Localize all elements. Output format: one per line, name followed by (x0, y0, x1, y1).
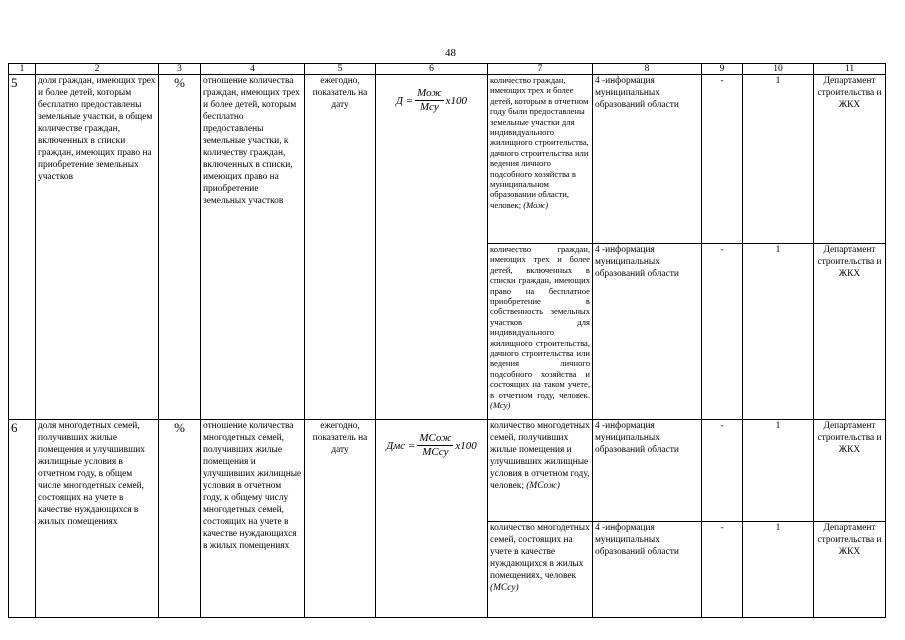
unit-cell: % (159, 420, 201, 618)
responsible-body: Департамент строительства и ЖКХ (814, 244, 886, 420)
col9-value: - (702, 420, 743, 522)
periodicity-cell: ежегодно, показатель на дату (305, 420, 376, 618)
col-header-2: 2 (36, 64, 159, 75)
col-header-1: 1 (9, 64, 36, 75)
data-source: 4 -информация муниципальных образований области (593, 420, 702, 522)
formula-fraction (417, 432, 453, 459)
col-header-5: 5 (305, 64, 376, 75)
formula-denominator: МСсу (422, 446, 449, 458)
col10-value: 1 (743, 420, 814, 522)
col-header-9: 9 (702, 64, 743, 75)
col-header-10: 10 (743, 64, 814, 75)
col10-value: 1 (743, 522, 814, 618)
col9-value: - (702, 244, 743, 420)
col-header-3: 3 (159, 64, 201, 75)
col9-value: - (702, 75, 743, 244)
periodicity-cell: ежегодно, показатель на дату (305, 75, 376, 420)
data-source: 4 -информация муниципальных образований области (593, 522, 702, 618)
unit-cell: % (159, 75, 201, 420)
responsible-body: Департамент строительства и ЖКХ (814, 75, 886, 244)
data-source: 4 -информация муниципальных образований области (593, 244, 702, 420)
formula-cell (376, 75, 488, 420)
col-header-7: 7 (488, 64, 593, 75)
formula-denominator: Мсу (420, 101, 439, 113)
variable-description: количество граждан, имеющих трех и более детей, которым в отчетном году были предоставлены земельные участки для индивидуального жилищного строительства, дачного строительства или ведения личного подсобного хозяйства в муниципальном образовании области, человек; (Мож) (488, 75, 593, 244)
variable-code: (Мож) (523, 199, 549, 210)
indicator-name: доля граждан, имеющих трех и более детей, которым бесплатно предоставлены земельные участки, в общем количестве граждан, включенных в списки граждан, имеющих право на приобретение земельных участков (36, 75, 159, 420)
indicators-table (8, 63, 886, 618)
responsible-body: Департамент строительства и ЖКХ (814, 522, 886, 618)
col10-value: 1 (743, 244, 814, 420)
col-header-11: 11 (814, 64, 886, 75)
definition-cell: отношение количества многодетных семей, получивших жилые помещения и улучшивших жилищные условия в отчетном году, к общему числу многодетных семей, состоящих на учете в качестве нуждающихся в жилых помещениях (201, 420, 305, 618)
data-source: 4 -информация муниципальных образований области (593, 75, 702, 244)
formula-numerator: Мож (417, 87, 442, 99)
variable-description: количество многодетных семей, состоящих на учете в качестве нуждающихся в жилых помещениях, человек (МСсу) (488, 522, 593, 618)
formula (378, 87, 485, 114)
indicator-name: доля многодетных семей, получивших жилые помещения и улучшивших жилищные условия в отчетном году, в общем числе многодетных семей, состоящих на учете в качестве нуждающихся в жилых помещениях (36, 420, 159, 618)
col-header-4: 4 (201, 64, 305, 75)
col10-value: 1 (743, 75, 814, 244)
variable-code: (МСсу) (490, 583, 519, 593)
page-number: 48 (445, 47, 456, 59)
formula-lhs: Дмс = (386, 439, 416, 452)
definition-cell: отношение количества граждан, имеющих трех и более детей, которым бесплатно предоставлены земельные участки, к количеству граждан, включенных в списки, имеющих право на приобретение земельных участков (201, 75, 305, 420)
formula-cell (376, 420, 488, 618)
col-header-8: 8 (593, 64, 702, 75)
variable-description: количество многодетных семей, получивших жилые помещения и улучшивших жилищные условия в отчетном году, человек; (МСож) (488, 420, 593, 522)
responsible-body: Департамент строительства и ЖКХ (814, 420, 886, 522)
variable-code: (Мсу) (490, 400, 511, 411)
row-number: 5 (9, 75, 36, 420)
header-row (9, 64, 886, 75)
col9-value: - (702, 522, 743, 618)
formula (378, 432, 485, 459)
row-number: 6 (9, 420, 36, 618)
formula-multiplier: х100 (445, 94, 468, 107)
table-row (9, 420, 886, 522)
formula-fraction (415, 87, 443, 114)
variable-code: (МСож) (526, 481, 560, 491)
variable-description: количество граждан, имеющих трех и более детей, включенных в списки граждан, имеющих право на бесплатное приобретение в собственность земельных участков для индивидуального жилищного строительства, дачного строительства или ведения личного подсобного хозяйства и состоящих на таком учете, в отчетном году, человек. (Мсу) (488, 244, 593, 420)
formula-multiplier: х100 (455, 439, 477, 452)
formula-lhs: Д = (395, 94, 414, 107)
col-header-6: 6 (376, 64, 488, 75)
formula-numerator: МСож (419, 432, 452, 444)
table-row (9, 75, 886, 244)
